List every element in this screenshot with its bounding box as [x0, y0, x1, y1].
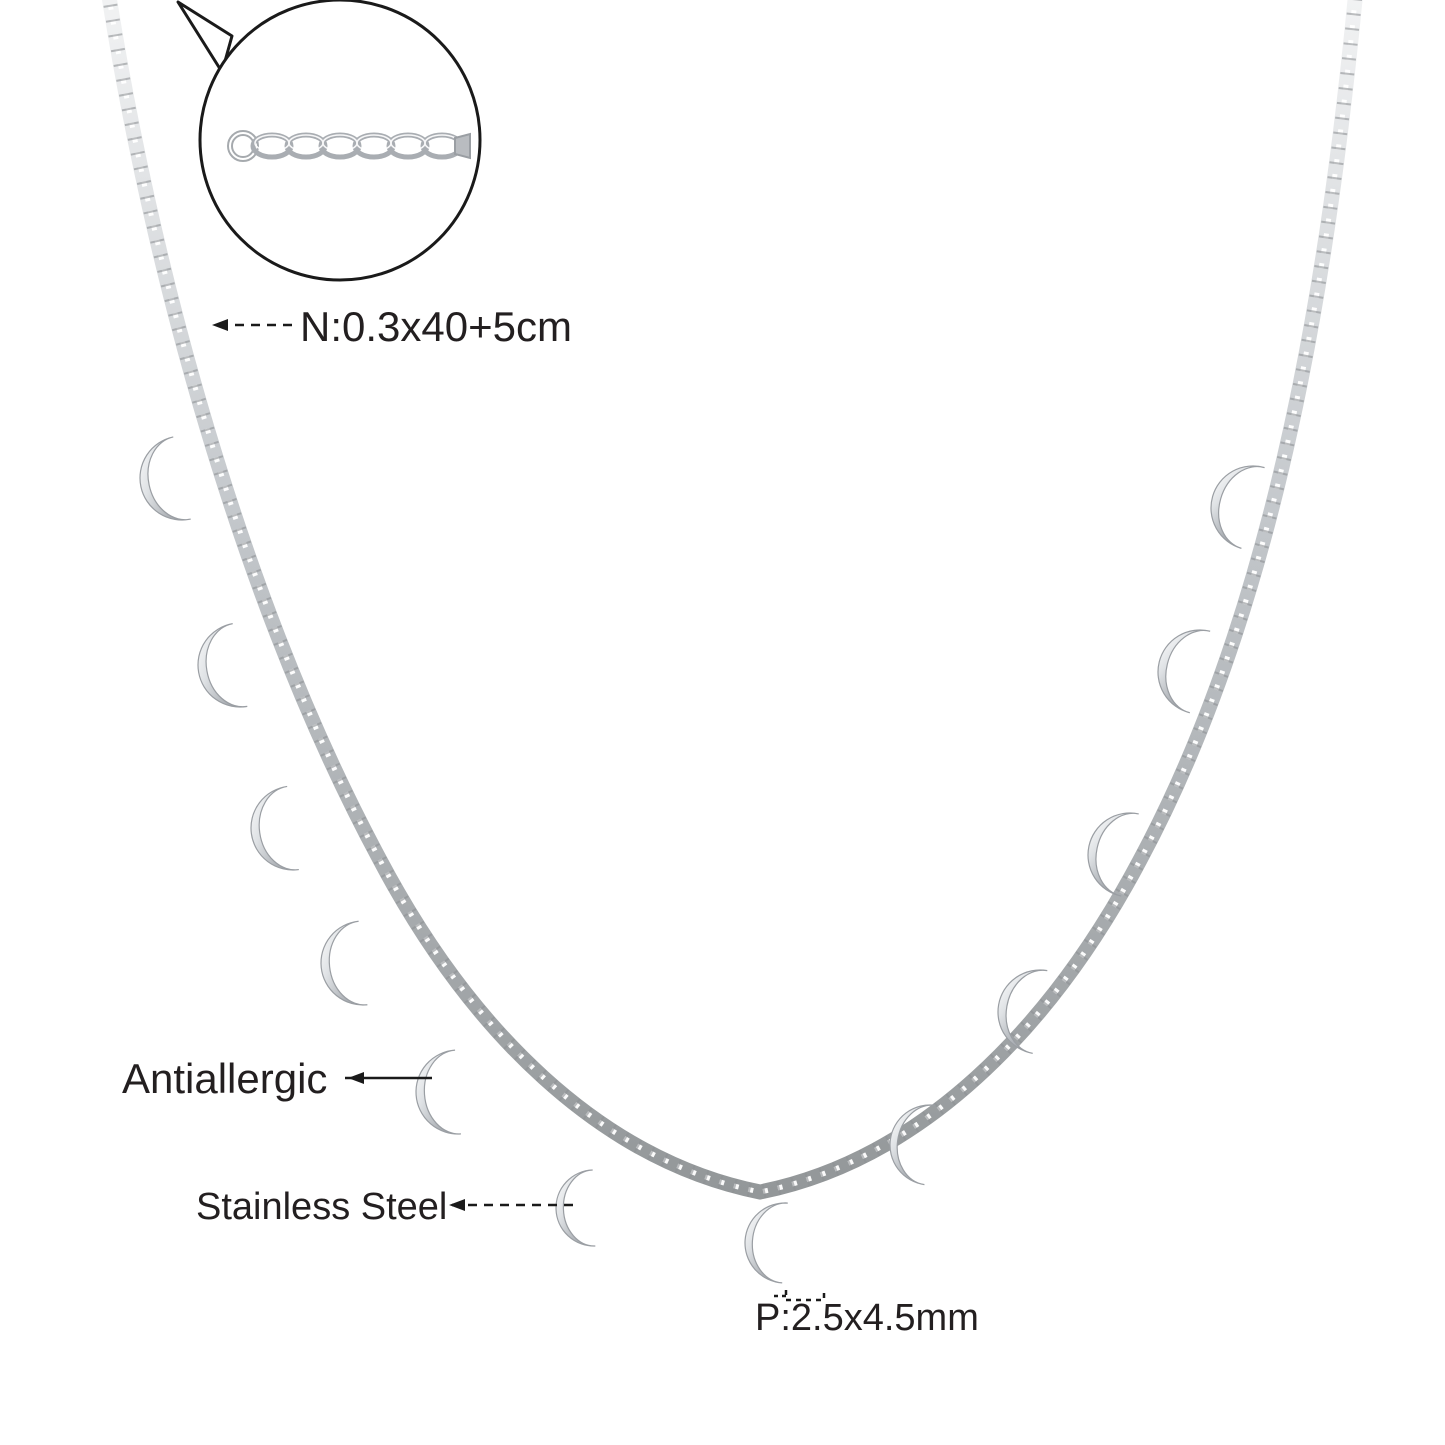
leader-lines — [212, 319, 824, 1300]
material-label: Stainless Steel — [196, 1186, 448, 1228]
pendant-size-label: P:2.5x4.5mm — [755, 1297, 979, 1339]
chain-length-label: N:0.3x40+5cm — [300, 303, 572, 350]
antiallergic-label: Antiallergic — [122, 1055, 328, 1102]
moon-charms — [132, 437, 1264, 1283]
extender-closeup-callout — [178, 0, 486, 281]
